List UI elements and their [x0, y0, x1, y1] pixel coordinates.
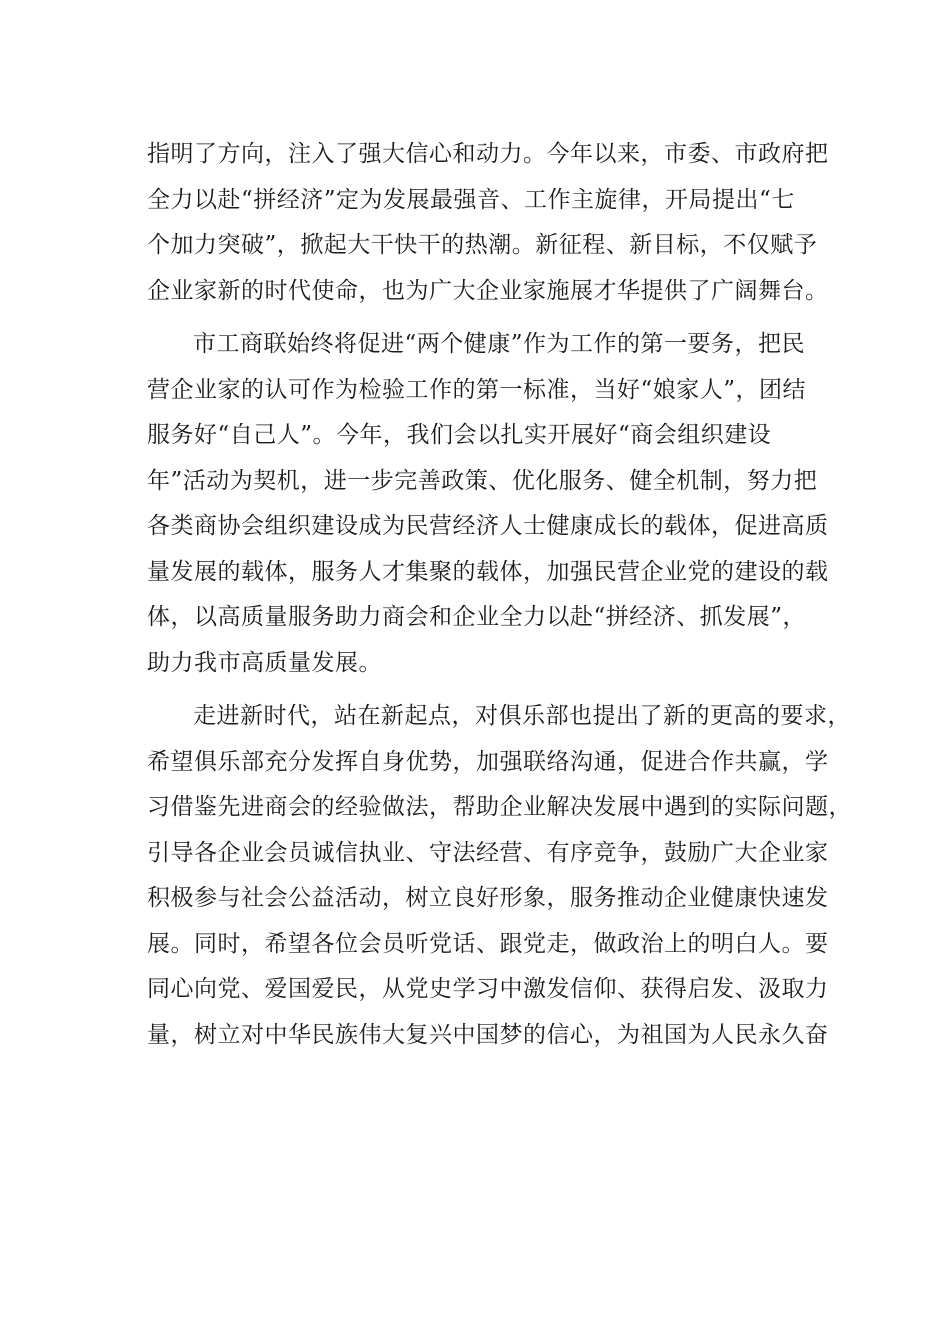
text-line: 展。同时，希望各位会员听党话、跟党走，做政治上的明白人。要	[147, 930, 829, 957]
text-line: 希望俱乐部充分发挥自身优势，加强联络沟通，促进合作共赢，学	[147, 748, 829, 775]
text-line: 年”活动为契机，进一步完善政策、优化服务、健全机制，努力把	[147, 467, 818, 494]
document-body	[147, 132, 852, 1066]
text-line: 指明了方向，注入了强大信心和动力。今年以来，市委、市政府把	[147, 141, 829, 167]
text-line: 体，以高质量服务助力商会和企业全力以赴“拼经济、抓发展”，	[147, 604, 807, 630]
paragraph-2	[147, 322, 829, 686]
text-line: 积极参与社会公益活动，树立良好形象，服务推动企业健康快速发	[147, 885, 829, 911]
text-line: 市工商联始终将促进“两个健康”作为工作的第一要务，把民	[193, 331, 806, 357]
text-line: 习借鉴先进商会的经验做法，帮助企业解决发展中遇到的实际问题，	[147, 794, 852, 820]
text-line: 营企业家的认可作为检验工作的第一标准，当好“娘家人”，团结	[147, 376, 807, 403]
text-line: 引导各企业会员诚信执业、守法经营、有序竞争，鼓励广大企业家	[147, 839, 829, 866]
text-line: 个加力突破”，掀起大干快干的热潮。新征程、新目标，不仅赋予	[147, 232, 818, 258]
text-line: 量发展的载体，服务人才集聚的载体，加强民营企业党的建设的载	[147, 558, 829, 585]
text-line: 助力我市高质量发展。	[147, 649, 382, 676]
text-line: 服务好“自己人”。今年，我们会以扎实开展好“商会组织建设	[147, 422, 772, 448]
text-line: 企业家新的时代使命，也为广大企业家施展才华提供了广阔舞台。	[147, 277, 829, 304]
text-line: 走进新时代，站在新起点，对俱乐部也提出了新的更高的要求，	[193, 703, 851, 729]
paragraph-3	[147, 694, 852, 1058]
text-line: 同心向党、爱国爱民，从党史学习中激发信仰、获得启发、汲取力	[147, 976, 829, 1002]
text-line: 各类商协会组织建设成为民营经济人士健康成长的载体，促进高质	[147, 513, 829, 539]
text-line: 量，树立对中华民族伟大复兴中国梦的信心，为祖国为人民永久奋	[147, 1021, 829, 1048]
paragraph-1	[147, 132, 829, 314]
text-line: 全力以赴“拼经济”定为发展最强音、工作主旋律，开局提出“七	[147, 186, 795, 213]
